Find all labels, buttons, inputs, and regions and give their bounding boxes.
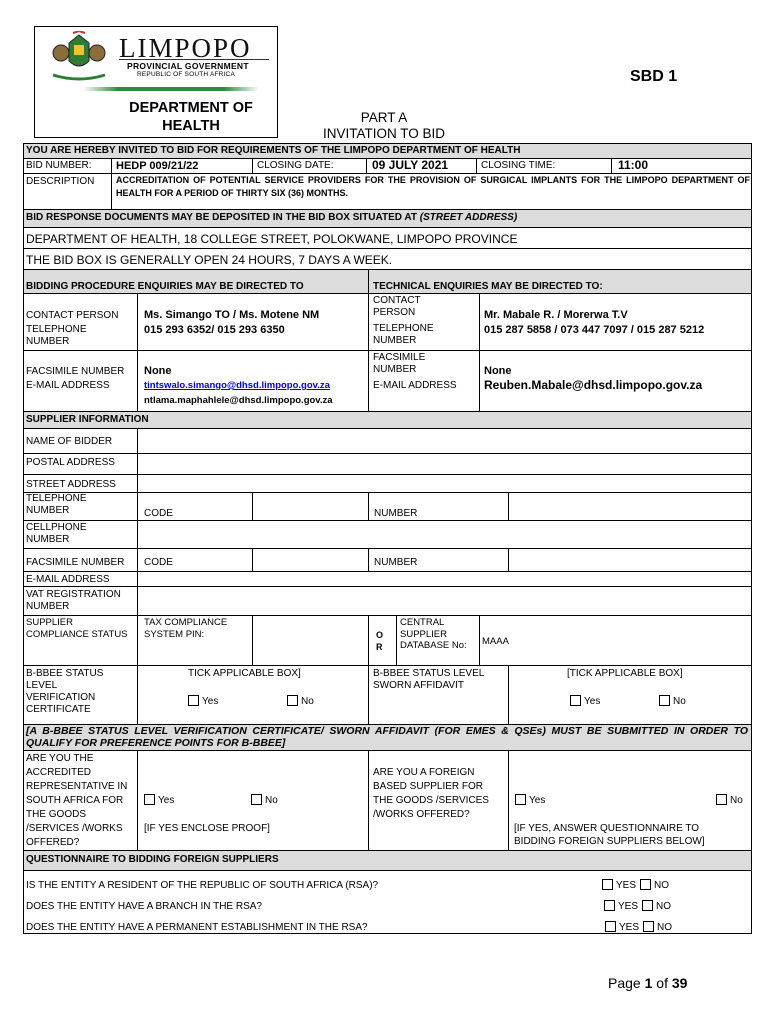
bid-telephone: 015 293 6352/ 015 293 6350 <box>144 324 285 336</box>
rule <box>137 750 138 850</box>
rule <box>23 474 752 475</box>
logo-box <box>34 26 278 138</box>
rule <box>23 453 752 454</box>
closing-date-label: CLOSING DATE: <box>257 160 334 171</box>
email-label: E-MAIL ADDRESS <box>26 380 110 391</box>
logo-country: REPUBLIC OF SOUTH AFRICA <box>137 71 235 78</box>
rule <box>366 158 367 173</box>
questionnaire-heading: QUESTIONNAIRE TO BIDDING FOREIGN SUPPLIERS <box>26 854 279 865</box>
technical-enquiries-heading: TECHNICAL ENQUIRIES MAY BE DIRECTED TO: <box>373 281 603 292</box>
fax-number-label: NUMBER <box>374 557 418 568</box>
tech-email: Reuben.Mabale@dhsd.limpopo.gov.za <box>484 378 703 392</box>
fax-code-label: CODE <box>144 557 173 568</box>
tax-pin-label: TAX COMPLIANCE SYSTEM PIN: <box>144 617 228 640</box>
rule <box>368 615 369 665</box>
rule <box>252 158 253 173</box>
foreign-no-label: No <box>730 795 743 806</box>
part-title <box>290 110 478 142</box>
rule <box>508 665 509 724</box>
deposit-address: DEPARTMENT OF HEALTH, 18 COLLEGE STREET, POLOKWANE, LIMPOPO PROVINCE <box>26 232 518 246</box>
coat-of-arms-icon <box>47 31 111 85</box>
rule <box>508 750 509 850</box>
rule <box>23 209 752 210</box>
rule <box>368 269 369 411</box>
closing-time: 11:00 <box>618 158 649 172</box>
csd-label: CENTRAL SUPPLIER DATABASE No: <box>400 617 467 651</box>
page-current: 1 <box>644 975 653 991</box>
compliance-status-label: SUPPLIER COMPLIANCE STATUS <box>26 617 128 640</box>
bid-contact-person: Ms. Simango TO / Ms. Motene NM <box>144 309 320 321</box>
rule <box>23 227 752 228</box>
q1-no-checkbox[interactable] <box>640 879 651 890</box>
foreign-yes-checkbox[interactable] <box>515 794 526 805</box>
logo-subtitle: PROVINCIAL GOVERNMENT <box>127 61 249 71</box>
logo-stripe <box>83 87 259 91</box>
rule <box>23 615 752 616</box>
rule <box>23 586 752 587</box>
maaa-label: MAAA <box>482 636 509 647</box>
bidding-enquiries-heading: BIDDING PROCEDURE ENQUIRIES MAY BE DIRECTED TO <box>26 281 304 292</box>
deposit-heading-italic: (STREET ADDRESS) <box>419 212 518 223</box>
accredited-yes-checkbox[interactable] <box>144 794 155 805</box>
rule <box>23 293 752 294</box>
rule <box>368 492 369 520</box>
page-of: of <box>656 975 668 991</box>
bbbee-affidavit-label: B-BBEE STATUS LEVEL SWORN AFFIDAVIT <box>373 668 484 691</box>
q3-yes-checkbox[interactable] <box>605 921 616 932</box>
page-total: 39 <box>671 975 688 991</box>
rule <box>23 870 752 871</box>
deposit-heading-text: BID RESPONSE DOCUMENTS MAY BE DEPOSITED IN THE BID BOX SITUATED AT <box>26 212 417 223</box>
foreign-supplier-question: ARE YOU A FOREIGN BASED SUPPLIER FOR THE GOODS /SERVICES /WORKS OFFERED? <box>373 767 489 820</box>
rule <box>252 492 253 520</box>
fax-label: FACSIMILE NUMBER <box>26 366 125 377</box>
supplier-email-label: E-MAIL ADDRESS <box>26 574 110 585</box>
q3-yes-label: YES <box>619 922 640 933</box>
q2-options <box>604 900 671 913</box>
q1-no-label: NO <box>654 880 670 891</box>
foreign-no-checkbox[interactable] <box>716 794 727 805</box>
rule <box>23 428 752 429</box>
postal-address-label: POSTAL ADDRESS <box>26 457 115 468</box>
description-label: DESCRIPTION <box>26 176 95 187</box>
q3-no-checkbox[interactable] <box>643 921 654 932</box>
page-number <box>608 975 687 991</box>
foreign-no-option[interactable] <box>716 794 743 807</box>
closing-time-label: CLOSING TIME: <box>481 160 556 171</box>
cert-no-label: No <box>301 696 314 707</box>
tech-contact-person: Mr. Mabale R. / Morerwa T.V <box>484 309 628 321</box>
rule <box>137 428 138 724</box>
telephone-label: TELEPHONE NUMBER <box>26 324 87 347</box>
tech-contact-label: CONTACT PERSON <box>373 295 421 318</box>
deposit-heading <box>26 212 517 224</box>
closing-date: 09 JULY 2021 <box>372 158 449 172</box>
or-label: OR <box>376 630 384 652</box>
q2-no-checkbox[interactable] <box>642 900 653 911</box>
rule <box>137 293 138 411</box>
rule <box>23 571 752 572</box>
name-of-bidder-label: NAME OF BIDDER <box>26 436 113 447</box>
rule <box>23 269 752 270</box>
bid-number-label: BID NUMBER: <box>26 160 92 171</box>
q1-yes-label: YES <box>616 880 637 891</box>
bid-description: ACCREDITATION OF POTENTIAL SERVICE PROVIDERS FOR THE PROVISION OF SURGICAL IMPLANTS FOR THE LIMPOPO DEPARTMENT OF HEALTH FOR A PERIOD OF THIRTY SIX (36) MONTHS. <box>116 175 750 198</box>
accredited-question: ARE YOU THE ACCREDITED REPRESENTATIVE IN SOUTH AFRICA FOR THE GOODS /SERVICES /WORKS OFFERED? <box>26 753 128 848</box>
q3-options <box>605 921 672 934</box>
q1-yes-checkbox[interactable] <box>602 879 613 890</box>
supplier-fax-label: FACSIMILE NUMBER <box>26 557 125 568</box>
q2-yes-checkbox[interactable] <box>604 900 615 911</box>
accredited-yes-label: Yes <box>158 795 175 806</box>
rule <box>508 492 509 520</box>
accredited-no-option[interactable] <box>251 794 278 807</box>
answer-questionnaire-note: [IF YES, ANSWER QUESTIONNAIRE TO BIDDING FOREIGN SUPPLIERS BELOW] <box>514 823 705 847</box>
affidavit-yes-checkbox[interactable] <box>570 695 581 706</box>
q1-options <box>602 879 669 892</box>
rule <box>252 548 253 571</box>
rule <box>252 615 253 665</box>
question-resident: IS THE ENTITY A RESIDENT OF THE REPUBLIC OF SOUTH AFRICA (RSA)? <box>26 880 379 891</box>
vat-label: VAT REGISTRATION NUMBER <box>26 589 121 612</box>
accredited-no-checkbox[interactable] <box>251 794 262 805</box>
form-code: SBD 1 <box>630 68 678 85</box>
contact-person-label: CONTACT PERSON <box>26 310 119 321</box>
invitation-title: INVITATION TO BID <box>322 126 445 141</box>
affidavit-no-label: No <box>673 696 686 707</box>
tech-fax-label: FACSIMILE NUMBER <box>373 352 426 375</box>
foreign-yes-label: Yes <box>529 795 546 806</box>
bid-number: HEDP 009/21/22 <box>116 160 199 172</box>
bid-box-hours: THE BID BOX IS GENERALLY OPEN 24 HOURS, 7 DAYS A WEEK. <box>26 253 393 267</box>
bid-email-link[interactable]: tintswalo.simango@dhsd.limpopo.gov.za <box>144 380 330 391</box>
rule <box>611 158 612 173</box>
foreign-yes-option[interactable] <box>515 794 545 807</box>
rule <box>508 548 509 571</box>
rule <box>396 615 397 665</box>
rule <box>368 750 369 850</box>
tech-telephone-label: TELEPHONE NUMBER <box>373 323 434 346</box>
tech-fax: None <box>484 365 512 377</box>
cellphone-label: CELLPHONE NUMBER <box>26 522 87 545</box>
rule <box>23 850 752 851</box>
rule <box>23 750 752 751</box>
accredited-no-label: No <box>265 795 278 806</box>
part-label: PART A <box>360 110 408 125</box>
cert-no-option[interactable] <box>287 695 314 708</box>
rule <box>368 665 369 724</box>
affidavit-no-option[interactable] <box>659 695 686 708</box>
bbbee-certificate-label: B-BBEE STATUS LEVEL VERIFICATION CERTIFICATE <box>26 668 104 715</box>
rule <box>476 158 477 173</box>
question-establishment: DOES THE ENTITY HAVE A PERMANENT ESTABLISHMENT IN THE RSA? <box>26 922 368 933</box>
tech-email-label: E-MAIL ADDRESS <box>373 380 457 391</box>
supplier-telephone-label: TELEPHONE NUMBER <box>26 493 87 516</box>
tech-telephone: 015 287 5858 / 073 447 7097 / 015 287 5212 <box>484 324 705 336</box>
affidavit-yes-label: Yes <box>584 696 601 707</box>
q3-no-label: NO <box>657 922 673 933</box>
rule <box>111 158 112 209</box>
rule <box>23 548 752 549</box>
rule <box>479 615 480 665</box>
question-branch: DOES THE ENTITY HAVE A BRANCH IN THE RSA? <box>26 901 262 912</box>
bid-fax: None <box>144 365 172 377</box>
telephone-number-label: NUMBER <box>374 508 418 519</box>
q2-yes-label: YES <box>618 901 639 912</box>
cert-yes-checkbox[interactable] <box>188 695 199 706</box>
affidavit-yes-option[interactable] <box>570 695 600 708</box>
supplier-heading: SUPPLIER INFORMATION <box>26 414 149 425</box>
invite-heading: YOU ARE HEREBY INVITED TO BID FOR REQUIREMENTS OF THE LIMPOPO DEPARTMENT OF HEALTH <box>26 145 521 156</box>
q2-no-label: NO <box>656 901 672 912</box>
rule <box>479 293 480 411</box>
cert-yes-option[interactable] <box>188 695 218 708</box>
rule <box>23 248 752 249</box>
logo-title: LIMPOPO <box>119 33 252 63</box>
tick-applicable-1: TICK APPLICABLE BOX] <box>188 668 301 679</box>
rule <box>23 665 752 666</box>
enclose-proof-note: [IF YES ENCLOSE PROOF] <box>144 823 270 834</box>
street-address-label: STREET ADDRESS <box>26 479 116 490</box>
logo-divider <box>119 59 269 60</box>
rule <box>23 492 752 493</box>
rule <box>368 548 369 571</box>
tick-applicable-2: [TICK APPLICABLE BOX] <box>567 668 683 679</box>
cert-no-checkbox[interactable] <box>287 695 298 706</box>
department-name: DEPARTMENT OF HEALTH <box>129 100 253 134</box>
accredited-yes-option[interactable] <box>144 794 174 807</box>
bid-email-2: ntlama.maphahlele@dhsd.limpopo.gov.za <box>144 395 333 406</box>
cert-yes-label: Yes <box>202 696 219 707</box>
bbbee-note: [A B-BBEE STATUS LEVEL VERIFICATION CERTIFICATE/ SWORN AFFIDAVIT (FOR EMES & QSEs) MUST BE SUBMITTED IN ORDER TO QUALIFY FOR PREFERENCE POINTS FOR B-BBEE] <box>26 725 748 749</box>
rule <box>23 411 752 412</box>
rule <box>23 350 752 351</box>
affidavit-no-checkbox[interactable] <box>659 695 670 706</box>
telephone-code-label: CODE <box>144 508 173 519</box>
rule <box>23 520 752 521</box>
page-prefix: Page <box>608 975 641 991</box>
